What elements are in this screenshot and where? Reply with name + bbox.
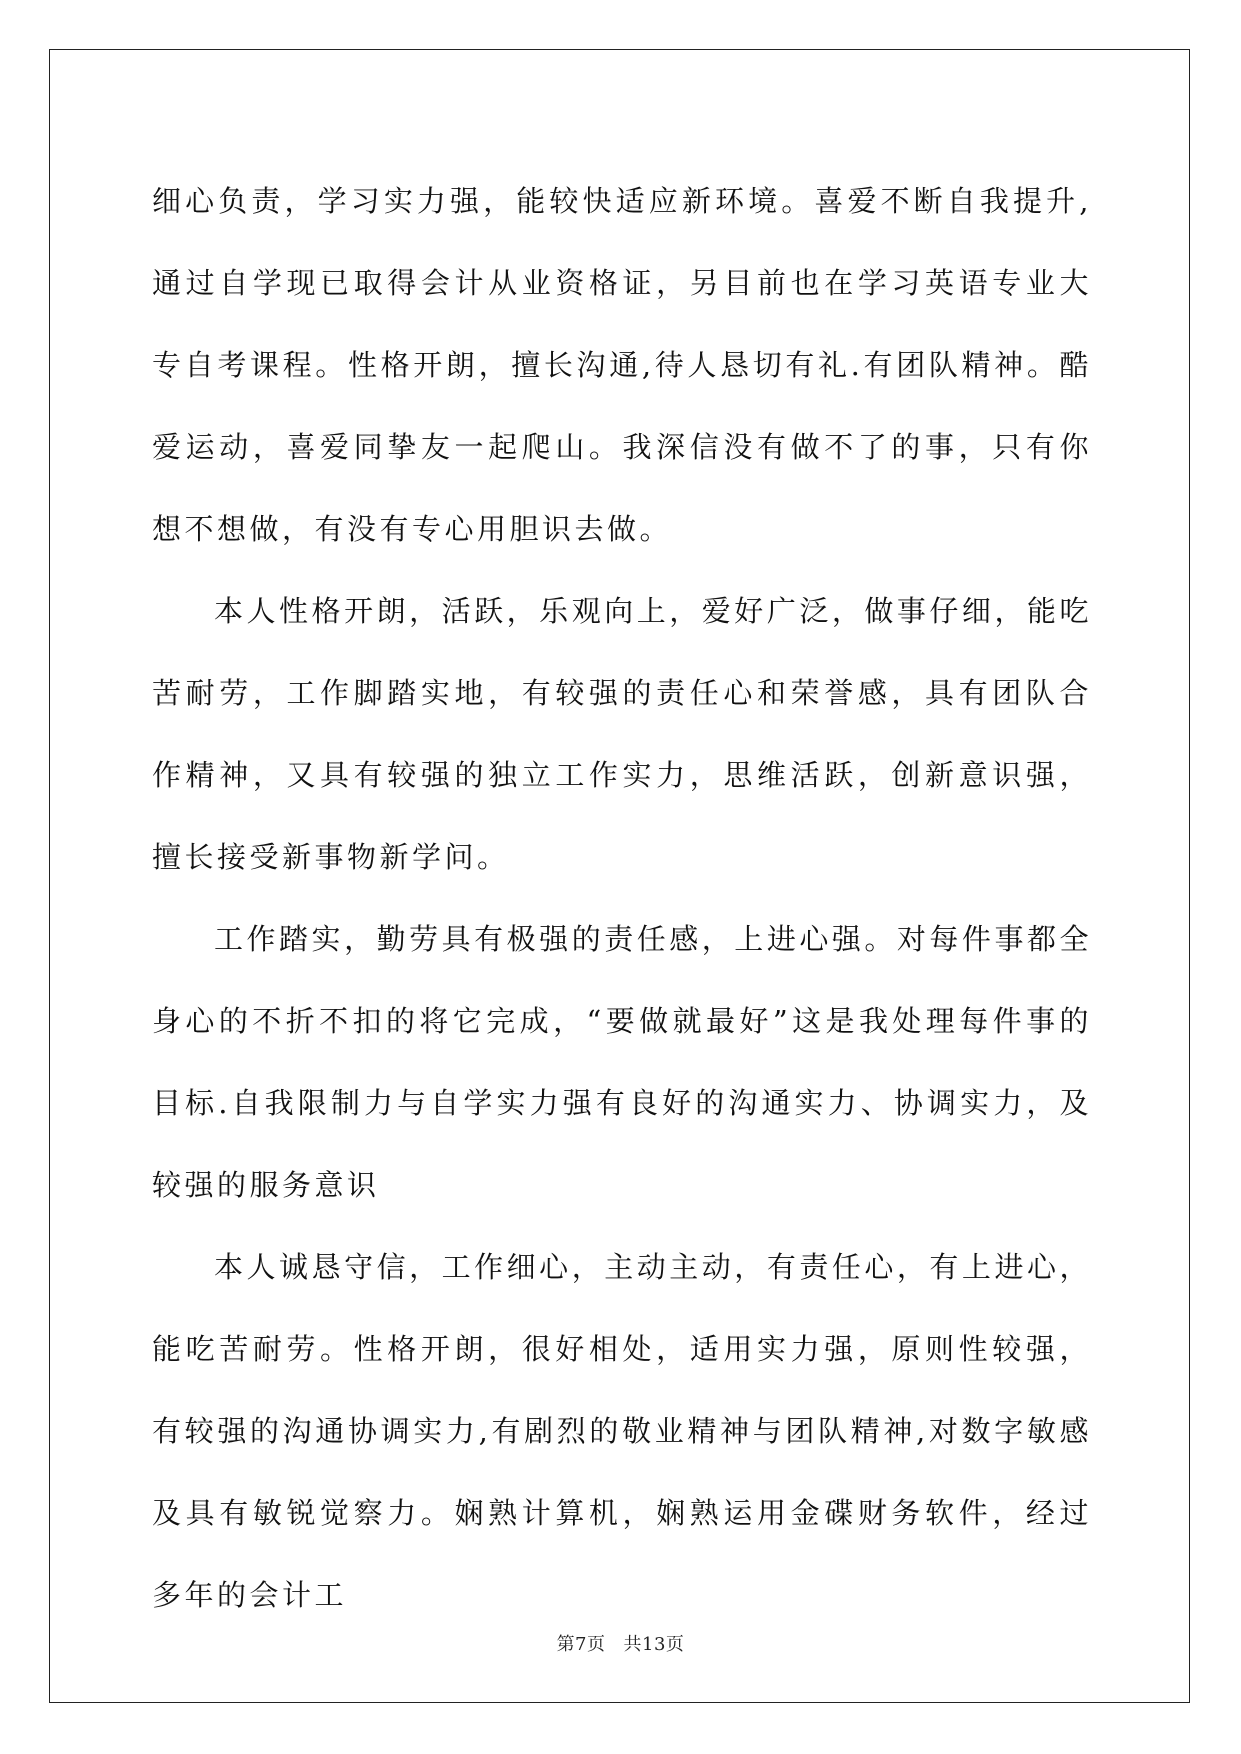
document-body — [152, 160, 1092, 1636]
paragraph: 本人诚恳守信，工作细心，主动主动，有责任心，有上进心，能吃苦耐劳。性格开朗，很好相处，适用实力强，原则性较强，有较强的沟通协调实力,有剧烈的敬业精神与团队精神,对数字敏感及具有敏锐觉察力。娴熟计算机，娴熟运用金碟财务软件，经过多年的会计工 — [152, 1250, 1092, 1612]
page-footer — [0, 1633, 1241, 1657]
page-total: 共13页 — [623, 1634, 685, 1655]
page-number: 第7页 — [556, 1634, 606, 1655]
paragraph: 本人性格开朗，活跃，乐观向上，爱好广泛，做事仔细，能吃苦耐劳，工作脚踏实地，有较强的责任心和荣誉感，具有团队合作精神，又具有较强的独立工作实力，思维活跃，创新意识强，擅长接受新事物新学问。 — [152, 594, 1092, 874]
paragraph-continued: 细心负责，学习实力强，能较快适应新环境。喜爱不断自我提升,通过自学现已取得会计从业资格证，另目前也在学习英语专业大专自考课程。性格开朗，擅长沟通,待人恳切有礼.有团队精神。酷爱运动，喜爱同挚友一起爬山。我深信没有做不了的事，只有你想不想做，有没有专心用胆识去做。 — [152, 184, 1092, 546]
paragraph: 工作踏实，勤劳具有极强的责任感，上进心强。对每件事都全身心的不折不扣的将它完成，“要做就最好”这是我处理每件事的目标.自我限制力与自学实力强有良好的沟通实力、协调实力，及较强的服务意识 — [152, 922, 1092, 1202]
